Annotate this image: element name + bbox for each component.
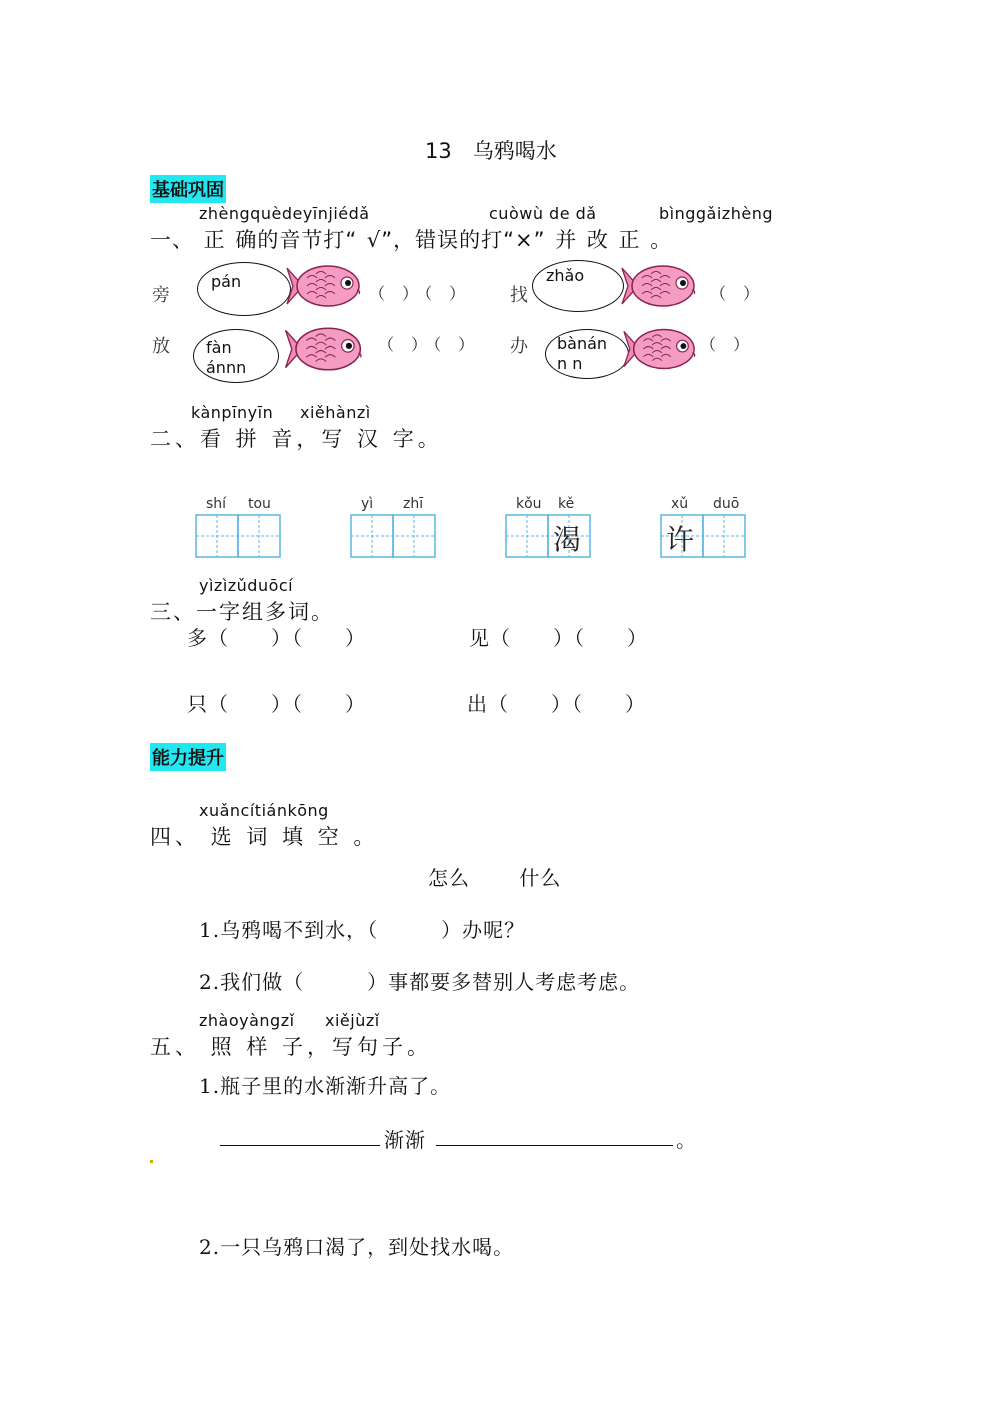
q5-answer-line-1[interactable] xyxy=(220,1145,380,1146)
q1-parens-1[interactable]: （ ）（ ） xyxy=(369,284,472,303)
q4-sentence-1[interactable]: 1.乌鸦喝不到水，（ ）办呢？ xyxy=(199,918,526,942)
section-badge-advanced: 能力提升 xyxy=(150,743,226,771)
q3-pinyin: yìzìzǔduōcí xyxy=(199,576,294,595)
q2-grid-pinyin-1: xǔ xyxy=(671,496,689,512)
q2-pinyin-a: kànpīnyīn xyxy=(191,403,274,422)
q2-grid-pinyin-1: kǒu xyxy=(516,496,542,512)
q1-oval-pinyin-3: fàn ánnn xyxy=(206,338,247,377)
q1-parens-4[interactable]: （ ） xyxy=(700,335,756,354)
page-title: 13 乌鸦喝水 xyxy=(425,139,557,163)
q1-oval-pinyin-2: zhǎo xyxy=(546,266,585,285)
dot-mark xyxy=(150,1160,153,1163)
q1-parens-2[interactable]: （ ） xyxy=(710,284,766,303)
q1-oval-pinyin-1: pán xyxy=(211,272,242,291)
q3-item-2[interactable]: 见（ ）（ ） xyxy=(469,626,648,650)
q3-item-1[interactable]: 多（ ）（ ） xyxy=(187,626,366,650)
q1-char-2: 找 xyxy=(510,285,528,306)
q1-parens-3[interactable]: （ ）（ ） xyxy=(378,335,481,354)
q5-fill-end: 。 xyxy=(676,1128,697,1152)
fish-icon xyxy=(620,322,700,376)
q1-char-1: 旁 xyxy=(152,285,170,306)
q5-answer-line-2[interactable] xyxy=(436,1145,673,1146)
q3-item-3[interactable]: 只（ ）（ ） xyxy=(187,692,366,716)
q4-pinyin: xuǎncítiánkōng xyxy=(199,801,329,820)
q2-grid-char-2: 渴 xyxy=(553,523,582,556)
q2-pinyin-b: xiěhànzì xyxy=(300,403,371,422)
fish-icon xyxy=(278,322,370,376)
q5-sentence-2: 2.一只乌鸦口渴了，到处找水喝。 xyxy=(199,1235,515,1259)
q2-writing-grid[interactable] xyxy=(350,514,436,562)
q2-grid-pinyin-2: tou xyxy=(248,496,271,512)
fish-icon xyxy=(283,260,365,312)
q2-writing-grid[interactable] xyxy=(195,514,281,562)
q2-grid-pinyin-1: shí xyxy=(206,496,227,512)
q1-heading: 一、 正 确的音节打“ √”，错误的打“×” 并 改 正 。 xyxy=(150,228,673,252)
q4-options: 怎么 什么 xyxy=(428,866,562,890)
q5-heading: 五、 照 样 子，写句子。 xyxy=(150,1035,433,1059)
q1-pinyin-c: bìnggǎizhèng xyxy=(659,204,773,223)
q1-oval-pinyin-4: bànánn n xyxy=(557,334,608,373)
section-badge-basic: 基础巩固 xyxy=(150,175,226,203)
q1-char-4: 办 xyxy=(510,336,528,357)
q2-grid-char-1: 许 xyxy=(666,523,695,556)
q3-item-4[interactable]: 出（ ）（ ） xyxy=(467,692,646,716)
q2-grid-pinyin-2: duō xyxy=(713,496,740,512)
q5-pinyin-a: zhàoyàngzǐ xyxy=(199,1011,295,1030)
q1-char-3: 放 xyxy=(152,336,170,357)
q3-heading: 三、一字组多词。 xyxy=(150,600,334,624)
q4-sentence-2[interactable]: 2.我们做（ ）事都要多替别人考虑考虑。 xyxy=(199,970,641,994)
q1-pinyin-a: zhèngquèdeyīnjiédǎ xyxy=(199,204,370,223)
q2-grid-pinyin-2: kě xyxy=(558,496,575,512)
fish-icon xyxy=(618,260,700,312)
q5-pinyin-b: xiějùzǐ xyxy=(325,1011,380,1030)
q5-sentence-1: 1.瓶子里的水渐渐升高了。 xyxy=(199,1074,452,1098)
q4-heading: 四、 选 词 填 空 。 xyxy=(150,825,379,849)
q2-grid-pinyin-2: zhī xyxy=(403,496,424,512)
q5-fill-word: 渐渐 xyxy=(384,1128,426,1152)
q2-grid-pinyin-1: yì xyxy=(361,496,374,512)
q2-heading: 二、看 拼 音，写 汉 字。 xyxy=(150,427,443,451)
q1-pinyin-b: cuòwù de dǎ xyxy=(489,204,597,223)
